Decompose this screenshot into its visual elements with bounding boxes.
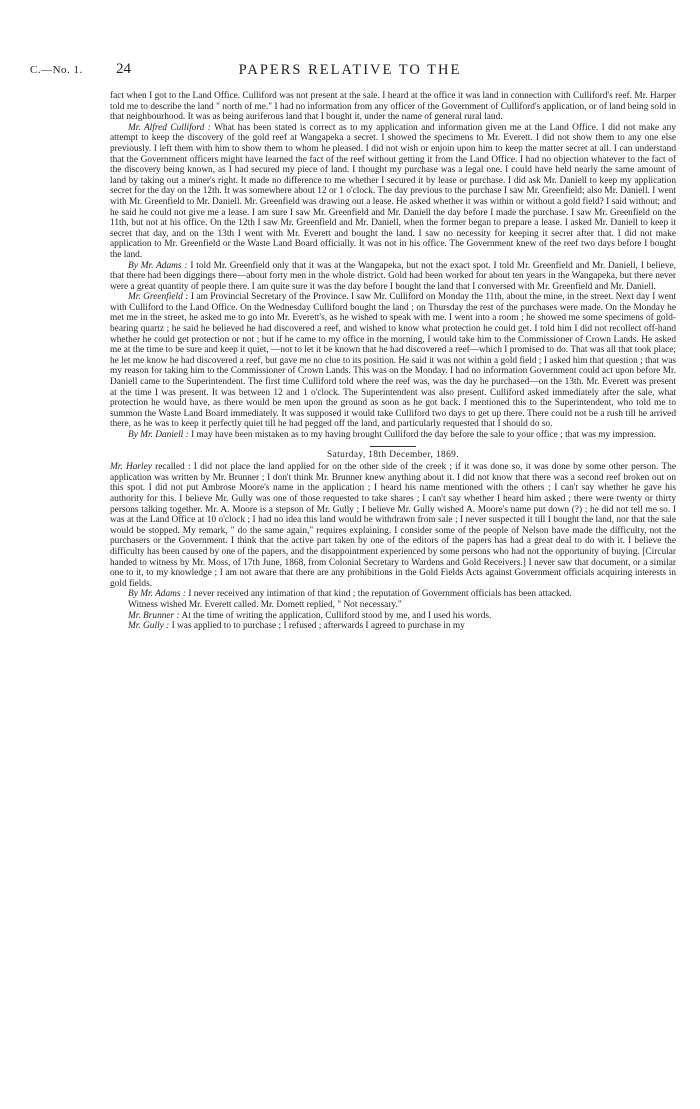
speaker-name: Mr. Gully :: [128, 621, 170, 632]
paragraph: [110, 261, 676, 293]
paragraph: [110, 462, 676, 589]
paragraph-text: I may have been mistaken as to my having brought Culliford the day before the sale to your office ; that was my impression.: [191, 430, 656, 440]
paragraph-text: I am Provincial Secretary of the Province. I saw Mr. Culliford on Monday the 11th, about the mine, in the street. Next day I went with Culliford to the Land Office. On the Wednesday Culliford bought the land ; on Thursday the rest of the purchases were made. On the Monday he met me in the street, he asked me to go into Mr. Everett's, as he wished to speak with me. I went into a room ; he showed me some specimens of gold-bearing quartz ; he said he believed he had discovered a reef, and wished to know what protection he could get. I told him I did not recollect off-hand whether he could get protection or not ; but if he came to my office in the morning, I would take him to the Commissioner of Crown Lands. He asked me at the time to be sure and keep it quiet, —not to let it be known that he had discovered a reef—which I promised to do. That was all that took place; he let me know he had discovered a reef, but gave me no clue to its position. He said it was not within a gold field ; I asked him that question ; that was my reason for taking him to the Commissioner of Crown Lands. This was on the Monday. I had no information Government could act upon before Mr. Daniell came to the Superintendent. The first time Culliford told where the reef was, was the day he purchased—on the 13th. Mr. Everett was present at the time I was present. It was between 12 and 1 o'clock. The Superintendent was also present. Culliford asked immediately after the sale, what protection he would have, as there would be men upon the ground as soon as he got back. I mentioned this to the Superintendent, who told me to summon the Waste Land Board immediately. It was supposed it would take Culliford two days to get up there. There could not be a rush till he arrived there, as he was to keep it perfectly quiet till he had pegged off the land, and particularly requested that I should do so.: [110, 292, 676, 430]
speaker-name: Mr. Brunner :: [128, 610, 180, 621]
speaker-name: Mr. Harley: [110, 462, 152, 473]
paragraph: [110, 621, 676, 632]
paragraph-text: I never received any intimation of that kind ; the reputation of Government officials has been attacked.: [188, 589, 572, 600]
paragraph: [110, 123, 676, 261]
paragraph-text: At the time of writing the application, Culliford stood by me, and I used his words.: [181, 610, 492, 621]
paragraph: [110, 611, 676, 622]
paragraph-text: Witness wished Mr. Everett called. Mr. Domett replied, " Not necessary.": [128, 599, 402, 610]
page-header: [30, 61, 670, 82]
speaker-name: Mr. Alfred Culliford :: [128, 122, 211, 133]
paragraph: [110, 430, 676, 441]
paragraph-text: I was applied to to purchase ; I refused ; afterwards I agreed to purchase in my: [171, 621, 465, 632]
speaker-name: Mr. Greenfield :: [128, 292, 189, 303]
section-reference: C.—No. 1.: [30, 64, 83, 76]
speaker-name: By Mr. Daniell :: [128, 430, 189, 440]
paragraph-text: I told Mr. Greenfield only that it was at the Wangapeka, but not the exact spot. I told Mr. Greenfield and Mr. Daniell, I believe, that there had been diggings there—about forty men in the whole district. Gold had been worked for about ten years in the Wangapeka, but there never were a great quantity of people there. I am quite sure it was the day before I bought the land that I conversed with Mr. Greenfield and Mr. Daniell.: [110, 260, 676, 292]
running-title: PAPERS RELATIVE TO THE: [238, 62, 462, 78]
document-body: [110, 91, 676, 632]
paragraph: [110, 589, 676, 600]
paragraph-text: What has been stated is correct as to my application and information given me at the Land Office. I did not make any attempt to keep the discovery of the gold reef at Wangapeka a secret. I showed the specimens to Mr. Everett. I did not show them to any one else previously. I left them with him to show them to whom he pleased. I did not wish or enjoin upon him to keep the matter secret at all. I can understand that the Government officers might have learned the fact of the reef without getting it from the Land Office. I had no objection whatever to the fact of the discovery being known, as I had secured my piece of land. I thought my purchase was a legal one. I could have held nearly the same amount of land by taking out a miner's right. It made no difference to me whether I secured it by lease or purchase. I did ask Mr. Daniell to keep my application secret for the day on the 12th. It was somewhere about 12 or 1 o'clock. The day previous to the purchase I saw Mr. Greenfield; also Mr. Daniell. I went with Mr. Greenfield to Mr. Daniell. Mr. Greenfield was drawing out a lease. He asked whether it was within or without a gold field? I said without; and he said he could not give me a lease. I am sure I saw Mr. Greenfield and Mr. Daniell the day before I made the purchase. I saw Mr. Greenfield on the 11th, but not at his office. On the 12th I saw Mr. Greenfield and Mr. Daniell, when the former began to prepare a lease. I asked Mr. Daniell to keep it secret that day, and on the 13th I went with Mr. Everett and bought the land. I saw no necessity for keeping it secret after that. I did not make application to Mr. Greenfield or the Waste Land Board officially. It was not in his office. The Government knew of the reef two days before I bought the land.: [110, 122, 676, 260]
testimony-section-2: [110, 462, 676, 632]
paragraph-text: fact when I got to the Land Office. Culliford was not present at the sale. I heard at the office it was land in connection with Culliford's reef. Mr. Harper told me to describe the land " north of me." I had no information from any officer of the Government of Culliford's application, or of land being sold in that neighbourhood. It was as being auriferous land that I bought it, under the name of general rural land.: [110, 91, 676, 123]
date-heading: Saturday, 18th December, 1869.: [327, 449, 459, 460]
paragraph: [110, 292, 676, 430]
page-number: 24: [116, 61, 131, 77]
section-divider: [370, 446, 416, 447]
speaker-name: By Mr. Adams :: [128, 589, 186, 600]
paragraph: [110, 600, 676, 611]
paragraph-text: recalled : I did not place the land applied for on the other side of the creek ; if it was done so, it was done by some other person. The application was written by Mr. Brunner ; I don't think Mr. Brunner knew anything about it. I did not know that there was a second reef broken out on this spot. I did not put Ambrose Moore's name in the application ; I heard his name mentioned with the others ; I can't say whether he gave his authority for this. I believe Mr. Gully was one of those requested to take shares ; I can't say whether I heard him asked ; there were twenty or thirty persons talking together. Mr. A. Moore is a stepson of Mr. Gully ; I believe Mr. Gully wished A. Moore's name put down (?) ; he did not tell me so. I was at the Land Office at 10 o'clock ; I had no idea this land would be withdrawn from sale ; I never suspected it till I bought the land, nor that the sale would be stopped. My remark, " do the same again," requires explaining. I consider some of the people of Nelson have made the difficulty, not the purchasers or the Government. I think that the active part taken by one of the editors of the papers has had a great deal to do with it. I believe the difficulty has been caused by one of the papers, and the disappointment experienced by some persons who had not the opportunity of buying. [Circular handed to witness by Mr. Moss, of 17th June, 1868, from Colonial Secretary to Wardens and Gold Receivers.] I never saw that document, or a similar one to it, to my knowledge ; I am not aware that there are any prohibitions in the Gold Fields Acts against Government officials acquiring interests in gold fields.: [110, 462, 676, 589]
paragraph: [110, 91, 676, 123]
testimony-section-1: [110, 91, 676, 441]
speaker-name: By Mr. Adams :: [128, 260, 188, 271]
